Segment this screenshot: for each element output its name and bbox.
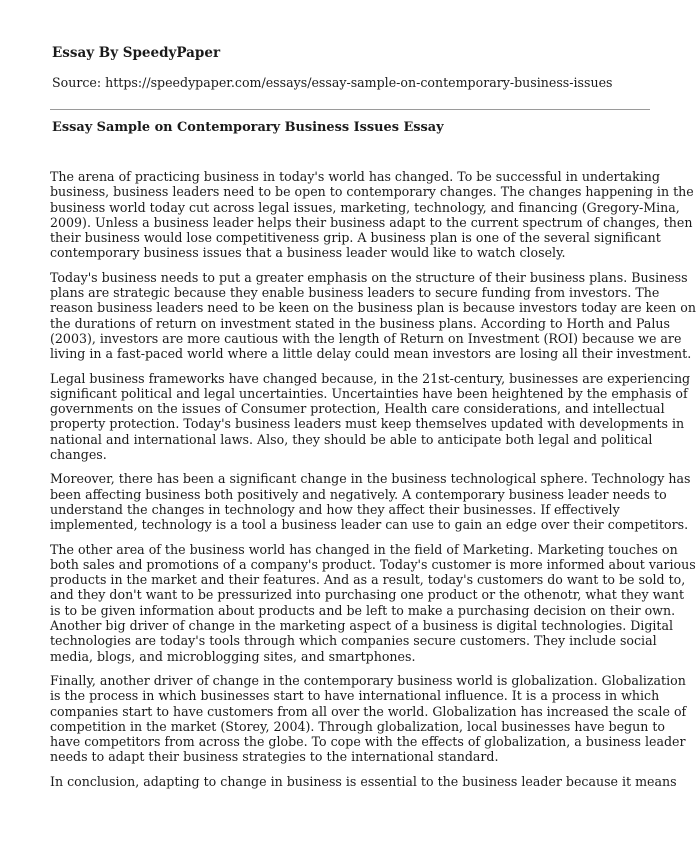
- paragraph-line: needs to adapt their business strategies to the international standard.: [50, 749, 499, 765]
- paragraph-line: been affecting business both positively and negatively. A contemporary business leader needs to: [50, 486, 667, 502]
- paragraph-line: implemented, technology is a tool a business leader can use to gain an edge over their competitors.: [50, 517, 689, 533]
- paragraph-line: significant political and legal uncertainties. Uncertainties have been heightened by the emphasis of: [50, 385, 688, 401]
- essay-body: [50, 169, 696, 798]
- paragraph-line: Today's business needs to put a greater emphasis on the structure of their business plans. Business: [50, 269, 688, 285]
- paragraph-line: companies start to have customers from all over the world. Globalization has increased the scale of: [50, 703, 687, 719]
- paragraph-line: business, business leaders need to be open to contemporary changes. The changes happening in the: [50, 184, 694, 200]
- paragraph-line: plans are strategic because they enable business leaders to secure funding from investors. The: [50, 285, 660, 301]
- essay-paragraph: [50, 370, 691, 463]
- paragraph-line: The arena of practicing business in today's world has changed. To be successful in undertaking: [50, 169, 660, 184]
- paragraph-line: is to be given information about products and be left to make a purchasing decision on their own.: [50, 602, 676, 618]
- paragraph-line: reason business leaders need to be keen on the business plan is because investors today are keen on: [50, 300, 696, 316]
- paragraph-line: their business would lose competitiveness grip. A business plan is one of the several significant: [50, 230, 661, 246]
- essay-paragraph: [50, 773, 677, 789]
- essay-paragraph: [50, 541, 696, 664]
- paragraph-line: national and international laws. Also, they should be able to anticipate both legal and political: [50, 431, 653, 447]
- paragraph-line: In conclusion, adapting to change in business is essential to the business leader because it means: [50, 773, 677, 789]
- essay-title: Essay Sample on Contemporary Business Issues Essay: [52, 120, 444, 135]
- paragraph-line: understand the changes in technology and how they affect their businesses. If effectively: [50, 501, 620, 517]
- paragraph-line: Finally, another driver of change in the contemporary business world is globalization. Globalization: [50, 672, 686, 688]
- paragraph-line: 2009). Unless a business leader helps their business adapt to the current spectrum of changes, then: [50, 214, 693, 230]
- essay-paragraph: [50, 471, 691, 533]
- paragraph-line: both sales and promotions of a company's product. Today's customer is more informed about various: [50, 556, 696, 572]
- paragraph-line: Legal business frameworks have changed because, in the 21st-century, businesses are experiencing: [50, 370, 691, 386]
- paragraph-line: is the process in which businesses start to have international influence. It is a process in which: [50, 688, 660, 704]
- paragraph-line: the durations of return on investment stated in the business plans. According to Horth and Palus: [50, 315, 670, 331]
- paragraph-line: contemporary business issues that a business leader would like to watch closely.: [50, 245, 566, 261]
- paragraph-line: have competitors from across the globe. To cope with the effects of globalization, a business leader: [50, 734, 686, 750]
- header-divider: [50, 109, 650, 110]
- paragraph-line: competition in the market (Storey, 2004). Through globalization, local businesses have begun to: [50, 718, 665, 734]
- paragraph-line: The other area of the business world has changed in the field of Marketing. Marketing touches on: [50, 541, 678, 557]
- paragraph-line: property protection. Today's business leaders must keep themselves updated with developments in: [50, 416, 685, 432]
- document-header: [52, 44, 652, 92]
- site-title: Essay By SpeedyPaper: [52, 45, 221, 61]
- paragraph-line: Moreover, there has been a significant change in the business technological sphere. Technology has: [50, 471, 691, 487]
- paragraph-line: technologies are today's tools through which companies secure customers. They include social: [50, 633, 657, 649]
- essay-paragraph: [50, 169, 694, 261]
- paragraph-line: and they don't want to be pressurized into purchasing one product or the othenotr, what they want: [50, 587, 685, 603]
- paragraph-line: Another big driver of change in the marketing aspect of a business is digital technologies. Digital: [50, 618, 674, 634]
- paragraph-line: business world today cut across legal issues, marketing, technology, and financing (Gregory-Mina,: [50, 199, 680, 215]
- essay-paragraph: [50, 269, 696, 362]
- essay-paragraph: [50, 672, 687, 765]
- paragraph-line: media, blogs, and microblogging sites, and smartphones.: [50, 648, 416, 664]
- paragraph-line: changes.: [50, 447, 107, 463]
- paragraph-line: (2003), investors are more cautious with the length of Return on Investment (ROI) because we are: [50, 330, 682, 346]
- source-line: Source: https://speedypaper.com/essays/essay-sample-on-contemporary-business-issues: [52, 75, 613, 90]
- paragraph-line: governments on the issues of Consumer protection, Health care considerations, and intellectual: [50, 401, 665, 417]
- paragraph-line: living in a fast-paced world where a little delay could mean investors are losing all their investment.: [50, 346, 692, 362]
- paragraph-line: products in the market and their features. And as a result, today's customers do want to be sold to,: [50, 572, 686, 588]
